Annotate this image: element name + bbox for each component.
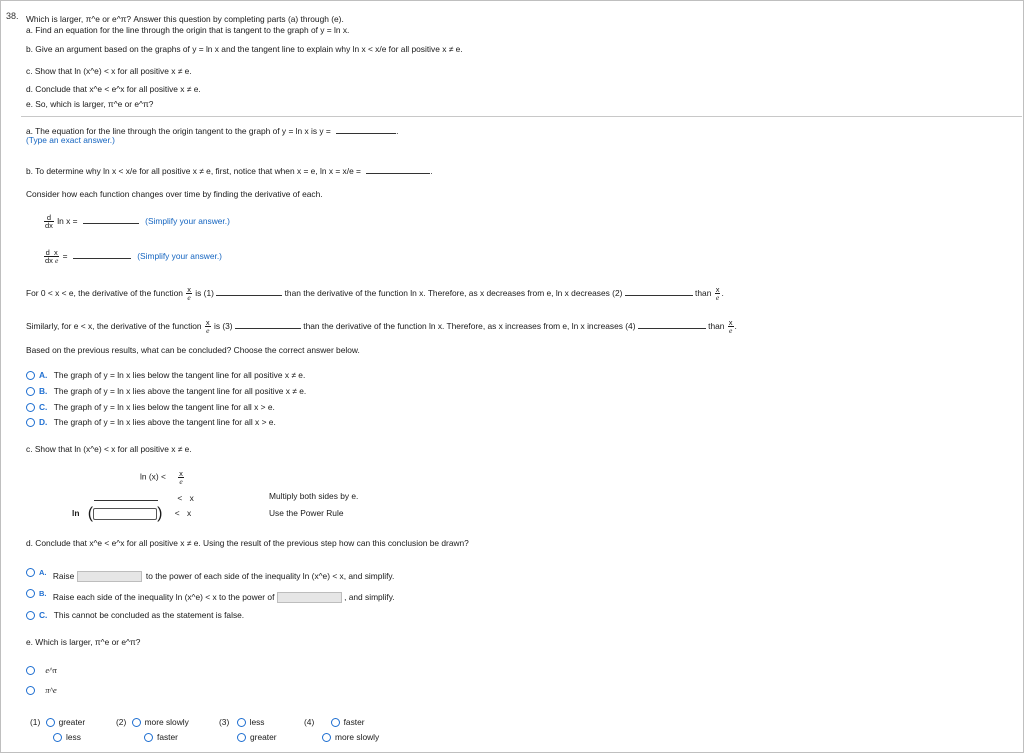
deriv2-hint: (Simplify your answer.)	[137, 251, 222, 261]
d-option-b[interactable]	[26, 588, 395, 602]
radio-icon[interactable]	[132, 718, 141, 727]
option-c[interactable]	[26, 402, 275, 413]
x-over-e-fraction: $\frac{x}{e}$	[728, 318, 733, 336]
option-letter: C.	[39, 402, 48, 412]
b-prompt: b. To determine why ln x < x/e for all positive x ≠ e, first, notice that when x = e, ln x = x/e =	[26, 166, 361, 176]
radio-icon[interactable]	[26, 611, 35, 620]
question-part-d: d. Conclude that x^e < e^x for all positive x ≠ e.	[26, 84, 201, 94]
d-optB-input[interactable]	[277, 592, 342, 603]
deriv1-hint: (Simplify your answer.)	[145, 216, 230, 226]
option-letter: A.	[39, 568, 47, 577]
c-row1-lhs: ln (x) <	[140, 471, 166, 482]
option-letter: A.	[39, 370, 48, 380]
option-text: The graph of y = ln x lies below the tangent line for all positive x ≠ e.	[53, 370, 306, 380]
x-over-e-fraction: $\frac{x}{e}$	[187, 285, 191, 303]
left-paren-icon: (	[87, 505, 94, 523]
line1-d: than	[695, 288, 712, 298]
option-b[interactable]	[26, 386, 306, 397]
dropdown-choice[interactable]: faster	[157, 732, 178, 742]
c-lt: <	[174, 508, 180, 519]
deriv1-row	[43, 214, 230, 229]
radio-icon[interactable]	[26, 686, 35, 695]
c-lt: <	[177, 493, 183, 503]
deriv2-input[interactable]	[73, 249, 131, 259]
dropdown-choice[interactable]: greater	[250, 732, 277, 742]
radio-icon[interactable]	[26, 418, 35, 427]
dropdown-choice[interactable]: greater	[58, 717, 86, 727]
dropdown-num: (2)	[116, 717, 127, 727]
dropdown-num: (4)	[304, 717, 315, 727]
divider	[21, 116, 1022, 117]
question-intro	[26, 14, 344, 25]
x-over-e-fraction: $\frac{x}{e}$	[715, 285, 720, 303]
b-line2: Similarly, for e < x, the derivative of the function $\frac{x}{e}$ is (3) than the derivative of the function ln x. Therefore, as x increases from e, ln x increases (4) than $\frac{x}{e}$ .	[26, 318, 737, 336]
option-text: The graph of y = ln x lies below the tangent line for all x > e.	[53, 402, 275, 412]
question-number: 38.	[6, 11, 19, 21]
option-letter: C.	[39, 610, 48, 620]
deriv2-row: $\frac{\text{d x}}{\text{dx e}}$ = (Simplify your answer.)	[45, 248, 222, 266]
radio-icon[interactable]	[26, 589, 35, 598]
dropdown-2	[116, 717, 189, 728]
d-option-a[interactable]	[26, 567, 395, 581]
d-optA-pre: Raise	[52, 571, 75, 581]
c-title: c. Show that ln (x^e) < x for all positive x ≠ e.	[26, 444, 192, 454]
d-title: d. Conclude that x^e < e^x for all positive x ≠ e. Using the result of the previous step how can this conclusion be drawn?	[26, 538, 469, 548]
deriv1-input[interactable]	[83, 214, 139, 224]
option-d[interactable]	[26, 417, 276, 428]
b-based: Based on the previous results, what can be concluded? Choose the correct answer below.	[26, 345, 360, 355]
b-consider: Consider how each function changes over time by finding the derivative of each.	[26, 189, 323, 199]
radio-icon[interactable]	[53, 733, 62, 742]
c-ln: ln	[72, 508, 80, 519]
d-optB-pre: Raise each side of the inequality ln (x^e) < x to the power of	[52, 592, 275, 602]
dropdown-2-blank[interactable]	[625, 286, 693, 296]
radio-icon[interactable]	[26, 371, 35, 380]
e-option-text: e^π	[45, 666, 57, 675]
c-x: x	[187, 508, 192, 519]
e-option-2[interactable]	[26, 685, 57, 696]
d-option-c[interactable]	[26, 610, 244, 621]
dropdown-1-alt	[53, 732, 81, 743]
option-letter: D.	[39, 417, 48, 427]
line2-b: is (3)	[213, 321, 233, 331]
radio-icon[interactable]	[26, 666, 35, 675]
line1-b: is (1)	[195, 288, 214, 298]
a-hint: (Type an exact answer.)	[26, 135, 115, 145]
d-optC-text: This cannot be concluded as the statement is false.	[53, 610, 245, 620]
x-over-e-fraction: $\frac{x}{e}$	[205, 318, 210, 336]
line2-d: than	[708, 321, 725, 331]
deriv1-label: ln x =	[57, 216, 78, 226]
d-dx-operator: $\frac{d}{dx}$	[45, 213, 53, 231]
radio-icon[interactable]	[26, 387, 35, 396]
question-part-e: e. So, which is larger, π^e or e^π?	[26, 99, 154, 109]
c-note1: Multiply both sides by e.	[269, 491, 359, 501]
dropdown-3	[219, 717, 264, 728]
b-prompt-row: b. To determine why ln x < x/e for all positive x ≠ e, first, notice that when x = e, ln x = x/e = .	[26, 166, 433, 176]
dropdown-4-blank[interactable]	[638, 319, 706, 329]
radio-icon[interactable]	[322, 733, 331, 742]
option-a[interactable]	[26, 370, 305, 381]
radio-icon[interactable]	[331, 718, 340, 727]
question-part-b: b. Give an argument based on the graphs of y = ln x and the tangent line to explain why ln x < x/e for all positive x ≠ e.	[26, 44, 463, 54]
option-text: The graph of y = ln x lies above the tangent line for all x > e.	[53, 417, 276, 427]
question-part-a: a. Find an equation for the line through the origin that is tangent to the graph of y = ln x.	[26, 25, 350, 35]
dropdown-choice[interactable]: faster	[343, 717, 365, 727]
a-answer-input[interactable]	[336, 124, 396, 134]
x-over-e-fraction: $\frac{x}{e}$	[179, 469, 183, 486]
option-letter: B.	[39, 386, 48, 396]
c-note2: Use the Power Rule	[269, 508, 344, 518]
dropdown-choice[interactable]: less	[249, 717, 265, 727]
radio-icon[interactable]	[237, 733, 246, 742]
dropdown-4-alt	[322, 732, 379, 743]
c-row2-input[interactable]	[94, 491, 158, 501]
c-row3-input[interactable]	[93, 508, 157, 520]
c-x: x	[189, 493, 194, 503]
e-title: e. Which is larger, π^e or e^π?	[26, 637, 141, 647]
dropdown-3-alt	[237, 732, 277, 743]
right-paren-icon: )	[157, 505, 163, 523]
d-dx-x-over-e: $\frac{\text{d x}}{\text{dx e}}$	[45, 248, 59, 266]
dropdown-4	[304, 717, 365, 728]
d-optA-post: to the power of each side of the inequality ln (x^e) < x, and simplify.	[145, 571, 395, 581]
a-prompt-row: a. The equation for the line through the origin tangent to the graph of y = ln x is y = .	[26, 126, 399, 136]
d-optA-input[interactable]	[77, 571, 142, 582]
c-row3	[72, 505, 192, 523]
c-row2	[94, 491, 194, 504]
line1-c: than the derivative of the function ln x. Therefore, as x decreases from e, ln x decreases (2)	[284, 288, 623, 298]
dropdown-1	[30, 717, 85, 728]
radio-icon[interactable]	[26, 568, 35, 577]
option-letter: B.	[39, 589, 47, 598]
dropdown-2-alt	[144, 732, 178, 743]
e-option-text: π^e	[45, 686, 57, 695]
question-intro-text: Which is larger, π^e or e^π? Answer this question by completing parts (a) through (e).	[26, 14, 344, 24]
dropdown-3-blank[interactable]	[235, 319, 301, 329]
line1-a: For 0 < x < e, the derivative of the function	[26, 288, 183, 298]
radio-icon[interactable]	[26, 403, 35, 412]
radio-icon[interactable]	[46, 718, 55, 727]
b-line1: For 0 < x < e, the derivative of the function $\frac{x}{e}$ is (1) than the derivative of the function ln x. Therefore, as x decreases from e, ln x decreases (2) than $\frac{x}{e}$ .	[26, 285, 724, 303]
line2-c: than the derivative of the function ln x. Therefore, as x increases from e, ln x increases (4)	[303, 321, 636, 331]
option-text: The graph of y = ln x lies above the tangent line for all positive x ≠ e.	[53, 386, 307, 396]
dropdown-num: (3)	[219, 717, 230, 727]
e-option-1[interactable]	[26, 665, 57, 676]
b-value-input[interactable]	[366, 164, 430, 174]
dropdown-1-blank[interactable]	[216, 286, 282, 296]
a-prompt: a. The equation for the line through the origin tangent to the graph of y = ln x is y =	[26, 126, 331, 136]
d-optB-post: , and simplify.	[344, 592, 395, 602]
dropdown-choice[interactable]: more slowly	[144, 717, 189, 727]
c-row1	[140, 470, 185, 485]
radio-icon[interactable]	[237, 718, 246, 727]
radio-icon[interactable]	[144, 733, 153, 742]
dropdown-choice[interactable]: less	[66, 732, 81, 742]
dropdown-choice[interactable]: more slowly	[335, 732, 380, 742]
line2-a: Similarly, for e < x, the derivative of the function	[26, 321, 202, 331]
question-part-c: c. Show that ln (x^e) < x for all positive x ≠ e.	[26, 66, 192, 76]
dropdown-num: (1)	[30, 717, 41, 727]
